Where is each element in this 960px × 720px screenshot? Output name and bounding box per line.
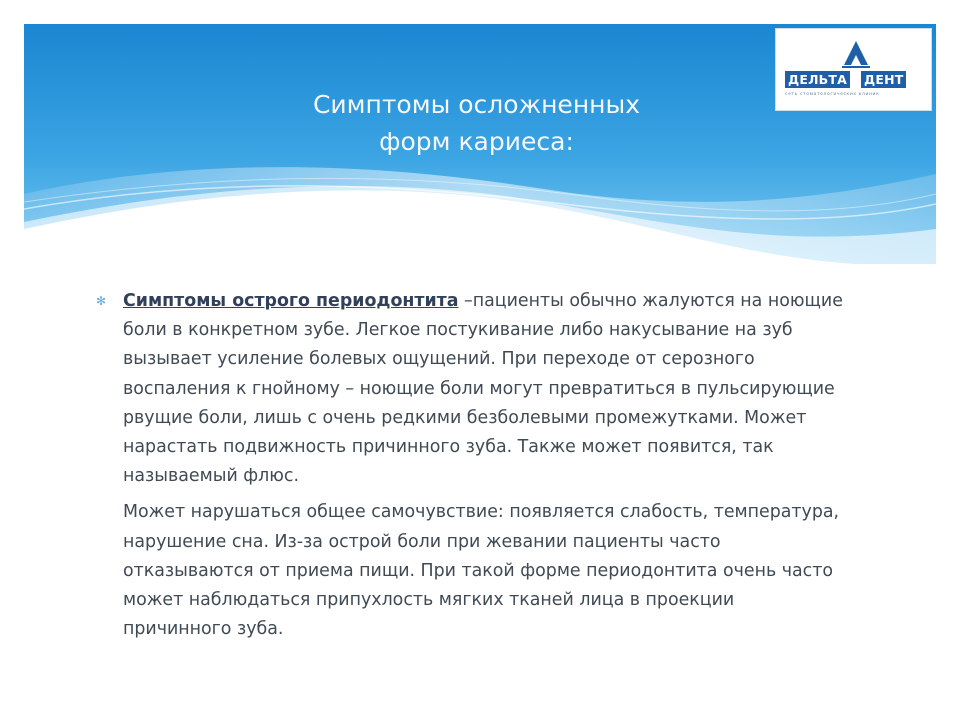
logo-tagline: сеть стоматологических клиник	[785, 92, 880, 97]
logo-word-2: ДЕНТ	[861, 71, 906, 88]
lead-heading: Симптомы острого периодонтита	[123, 291, 459, 311]
title-line-1: Симптомы осложненных	[312, 90, 641, 119]
logo-word-1: ДЕЛЬТА	[785, 71, 850, 88]
bullet-star-icon: ✻	[96, 294, 107, 308]
body-text	[96, 287, 843, 644]
title-line-2: форм кариеса:	[379, 127, 574, 156]
logo	[775, 28, 932, 111]
paragraph-1-text: –пациенты обычно жалуются на ноющие боли в конкретном зубе. Легкое постукивание либо накусывание на зуб вызывает усиление болевых ощущений. При переходе от серозного воспаления к гнойному – ноющие боли могут превратиться в пульсирующие рвущие боли, лишь с очень редкими безболевыми промежутками. Может нарастать подвижность причинного зуба. Также может появится, так называемый флюс.	[123, 291, 843, 487]
paragraph-1	[123, 287, 843, 491]
paragraph-2: Может нарушаться общее самочувствие: появляется слабость, температура, нарушение сна. Из-за острой боли при жевании пациенты часто отказываются от приема пищи. При такой форме периодонтита очень часто может наблюдаться припухлость мягких тканей лица в проекции причинного зуба.	[123, 502, 840, 640]
